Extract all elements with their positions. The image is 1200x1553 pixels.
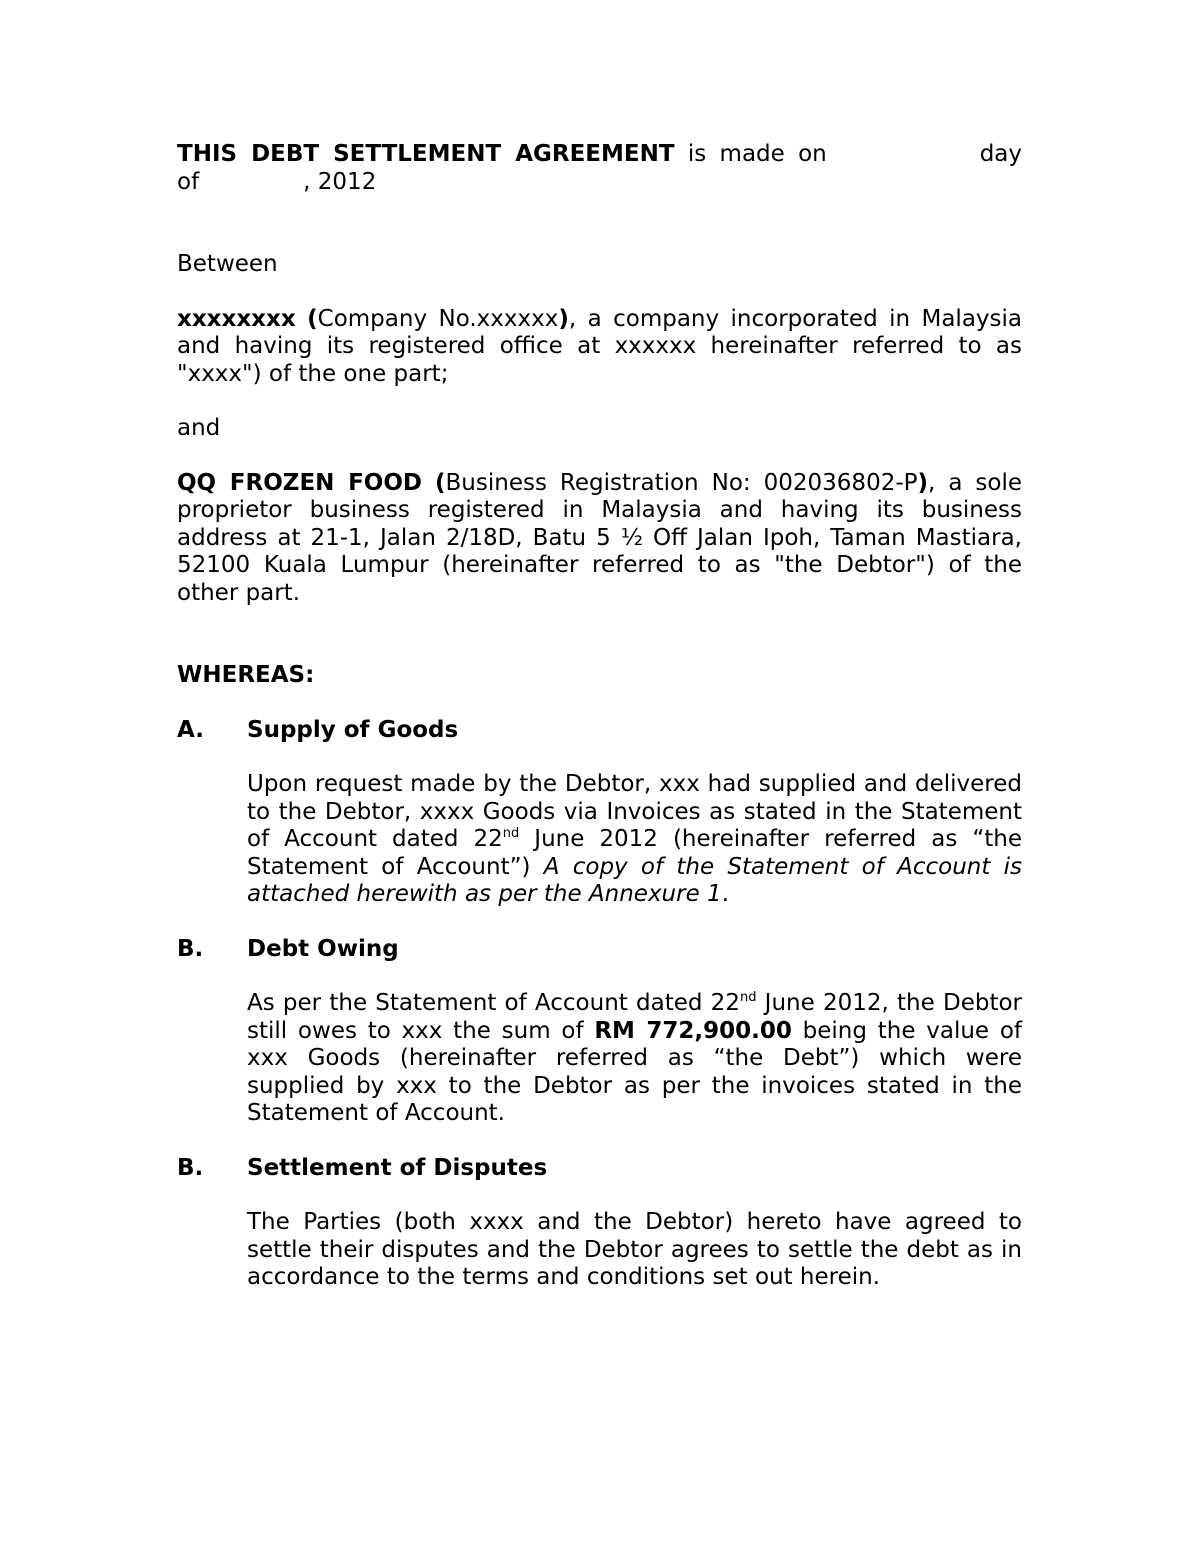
year-text: , 2012	[303, 168, 377, 195]
whereas-label: WHEREAS:	[177, 662, 315, 688]
section-title: Debt Owing	[247, 935, 399, 962]
ordinal-suffix: nd	[739, 990, 757, 1005]
and-label: and	[177, 415, 221, 441]
agreement-title: THIS DEBT SETTLEMENT AGREEMENT	[177, 141, 675, 167]
party-one-close-paren: )	[558, 305, 569, 332]
party-one-open-paren: (	[307, 305, 318, 332]
between-label: Between	[177, 251, 278, 277]
day-word: day	[979, 141, 1022, 167]
party-two-close-paren: )	[917, 469, 929, 496]
of-word: of	[177, 168, 200, 195]
section-debt-text-3: being the value of xxx Goods (hereinafter referred as “the Debt”) which were supplied by xxx to the Debtor as per the invoices stated in the Statement of Account.	[247, 1017, 1022, 1126]
section-supply-end: .	[721, 881, 730, 907]
party-two-text: , a sole proprietor business registered in Malaysia and having its business address at 21-1, Jalan 2/18D, Batu 5 ½ Off Jalan Ipoh, Taman Mastiara, 52100 Kuala Lumpur (hereinafter referred to as "the Debtor") of the other part.	[177, 469, 1023, 606]
section-supply-text-2: June 2012 (hereinafter referred as “the Statement of Account”)	[247, 826, 1022, 880]
party-two-paragraph	[177, 470, 1022, 608]
section-settlement-heading	[177, 1155, 1022, 1183]
date-line	[177, 169, 1022, 197]
section-supply-heading	[177, 717, 1022, 745]
party-one-company-no: Company No.xxxxxx	[317, 305, 559, 332]
party-one-name: xxxxxxxx	[177, 305, 296, 332]
party-one-paragraph	[177, 306, 1022, 389]
document-page	[177, 141, 1022, 1292]
party-two-registration: Business Registration No: 002036802-P	[445, 469, 918, 496]
section-letter: B.	[177, 1154, 204, 1181]
section-title: Supply of Goods	[247, 716, 459, 743]
section-debt-heading	[177, 936, 1022, 964]
agreement-title-left	[177, 141, 827, 169]
agreement-title-line	[177, 141, 1022, 169]
section-supply-text-1: Upon request made by the Debtor, xxx had supplied and delivered to the Debtor, xxxx Goods via Invoices as stated in the Statement of Account dated 22	[247, 771, 1022, 852]
debt-amount: RM 772,900.00	[594, 1017, 792, 1044]
section-debt-body	[247, 990, 1022, 1128]
agreement-title-rest: is made on	[687, 141, 827, 167]
section-settlement-body: The Parties (both xxxx and the Debtor) hereto have agreed to settle their disputes and the Debtor agrees to settle the debt as in accordance to the terms and conditions set out herein.	[247, 1209, 1022, 1290]
ordinal-suffix: nd	[502, 826, 520, 841]
party-two-name: QQ FROZEN FOOD	[177, 469, 422, 496]
section-title: Settlement of Disputes	[247, 1154, 548, 1181]
section-debt-text-1: As per the Statement of Account dated 22	[247, 990, 740, 1016]
section-letter: A.	[177, 716, 204, 743]
section-supply-body	[247, 771, 1022, 909]
section-letter: B.	[177, 935, 204, 962]
annexure-reference: A copy of the Statement of Account is attached herewith as per the Annexure 1	[247, 853, 1022, 907]
party-one-text: , a company incorporated in Malaysia and having its registered office at xxxxxx hereinafter referred to as "xxxx") of the one part;	[177, 305, 1022, 387]
section-debt-text-2: June 2012, the Debtor still owes to xxx the sum of	[247, 990, 1022, 1044]
party-two-open-paren: (	[435, 469, 446, 496]
